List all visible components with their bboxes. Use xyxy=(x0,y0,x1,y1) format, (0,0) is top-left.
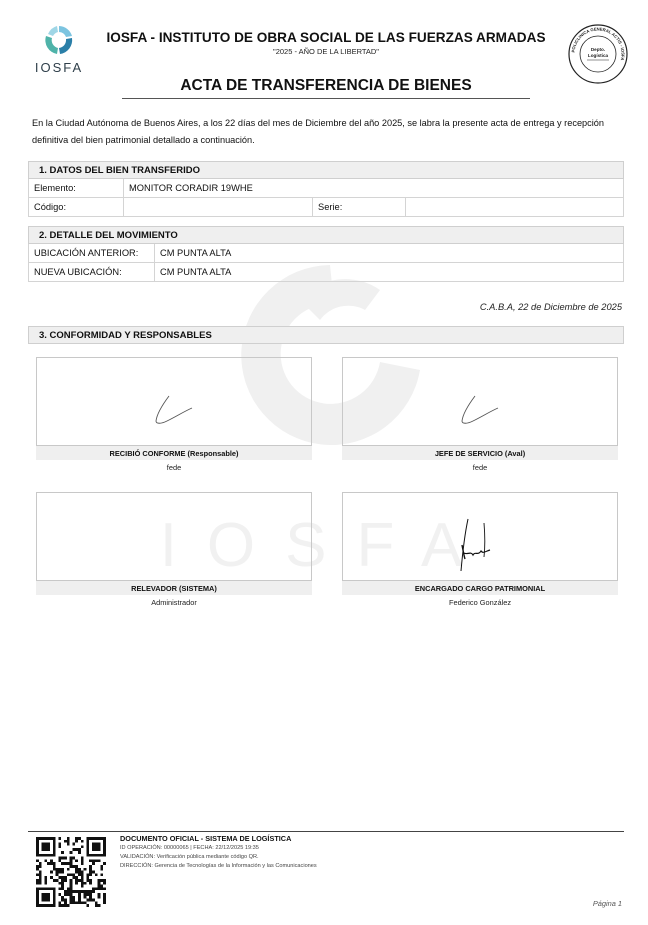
section-heading: 3. CONFORMIDAD Y RESPONSABLES xyxy=(28,326,624,344)
signature-block-surveyor xyxy=(36,492,312,607)
signature-role: RELEVADOR (SISTEMA) xyxy=(36,581,312,595)
stamp-center xyxy=(585,47,611,58)
previous-location-label: UBICACIÓN ANTERIOR: xyxy=(29,244,155,262)
signature-block-receiver xyxy=(36,357,312,472)
table-row-element xyxy=(28,179,624,198)
signature-name: Federico González xyxy=(448,598,512,607)
section-signatures xyxy=(28,326,624,344)
new-location-label: NUEVA UBICACIÓN: xyxy=(29,263,155,281)
footer-validation: VALIDACIÓN: Verificación pública mediante código QR. xyxy=(120,854,259,860)
serial-value xyxy=(406,198,623,216)
section-movement-detail xyxy=(28,226,624,282)
table-row-previous-location xyxy=(28,244,624,263)
signature-name: fede xyxy=(472,463,488,472)
signature-scribble-icon xyxy=(37,358,311,445)
stamp-center-line2: Logística xyxy=(587,52,609,58)
serial-label: Serie: xyxy=(313,198,406,216)
signature-box xyxy=(342,492,618,581)
footer-direction: DIRECCIÓN: Gerencia de Tecnologías de la Información y las Comunicaciones xyxy=(120,863,317,869)
footer-title: DOCUMENTO OFICIAL - SISTEMA DE LOGÍSTICA xyxy=(120,834,292,843)
page-number: Página 1 xyxy=(592,899,622,908)
element-label: Elemento: xyxy=(29,179,124,197)
footer-operation-id: ID OPERACIÓN: 00000065 | FECHA: 22/12/2025 19:35 xyxy=(120,845,259,851)
organization-title: IOSFA - INSTITUTO DE OBRA SOCIAL DE LAS FUERZAS ARMADAS xyxy=(106,30,546,45)
signature-box xyxy=(36,492,312,581)
organization-subtitle: "2025 - AÑO DE LA LIBERTAD" xyxy=(273,47,379,56)
code-label: Código: xyxy=(29,198,124,216)
section-heading: 2. DETALLE DEL MOVIMIENTO xyxy=(28,226,624,244)
footer-divider xyxy=(28,831,624,832)
previous-location-value: CM PUNTA ALTA xyxy=(160,248,232,258)
qr-finder-pattern xyxy=(86,837,106,857)
signature-block-service-chief xyxy=(342,357,618,472)
new-location-value: CM PUNTA ALTA xyxy=(160,267,232,277)
signature-box xyxy=(36,357,312,446)
document-title: ACTA DE TRANSFERENCIA DE BIENES xyxy=(180,77,472,94)
watermark-text: IOSFA xyxy=(159,511,493,580)
section-heading: 1. DATOS DEL BIEN TRANSFERIDO xyxy=(28,161,624,179)
signature-role: ENCARGADO CARGO PATRIMONIAL xyxy=(342,581,618,595)
signature-handwritten-icon xyxy=(343,493,617,580)
signature-name: fede xyxy=(166,463,182,472)
validation-qr-code[interactable] xyxy=(36,836,106,908)
iosfa-logo xyxy=(28,24,90,80)
signature-role: RECIBIÓ CONFORME (Responsable) xyxy=(36,446,312,460)
signature-box xyxy=(342,357,618,446)
logo-text: IOSFA xyxy=(34,60,84,75)
table-row-code-serial xyxy=(28,198,624,217)
title-divider xyxy=(122,98,530,99)
signature-block-asset-manager xyxy=(342,492,618,607)
place-date: C.A.B.A, 22 de Diciembre de 2025 xyxy=(479,302,622,312)
stamp-center-line1: Depto. xyxy=(590,47,606,52)
code-value xyxy=(124,198,313,216)
iosfa-logo-icon xyxy=(42,24,76,56)
table-row-new-location xyxy=(28,263,624,282)
department-stamp xyxy=(568,24,628,84)
element-value: MONITOR CORADIR 19WHE xyxy=(129,183,253,193)
qr-finder-pattern xyxy=(36,887,56,907)
signature-role: JEFE DE SERVICIO (Aval) xyxy=(342,446,618,460)
signature-name: Administrador xyxy=(151,598,197,607)
qr-finder-pattern xyxy=(36,837,56,857)
section-asset-data xyxy=(28,161,624,217)
stamp-ring-text: POLICLINICA GENERAL ACTIS - IOSFA xyxy=(570,26,626,61)
signature-scribble-icon xyxy=(343,358,617,445)
intro-paragraph: En la Ciudad Autónoma de Buenos Aires, a los 22 días del mes de Diciembre del año 2025, se labra la presente acta de entrega y recepción definitiva del bien patrimonial detallado a continuación. xyxy=(32,118,605,145)
